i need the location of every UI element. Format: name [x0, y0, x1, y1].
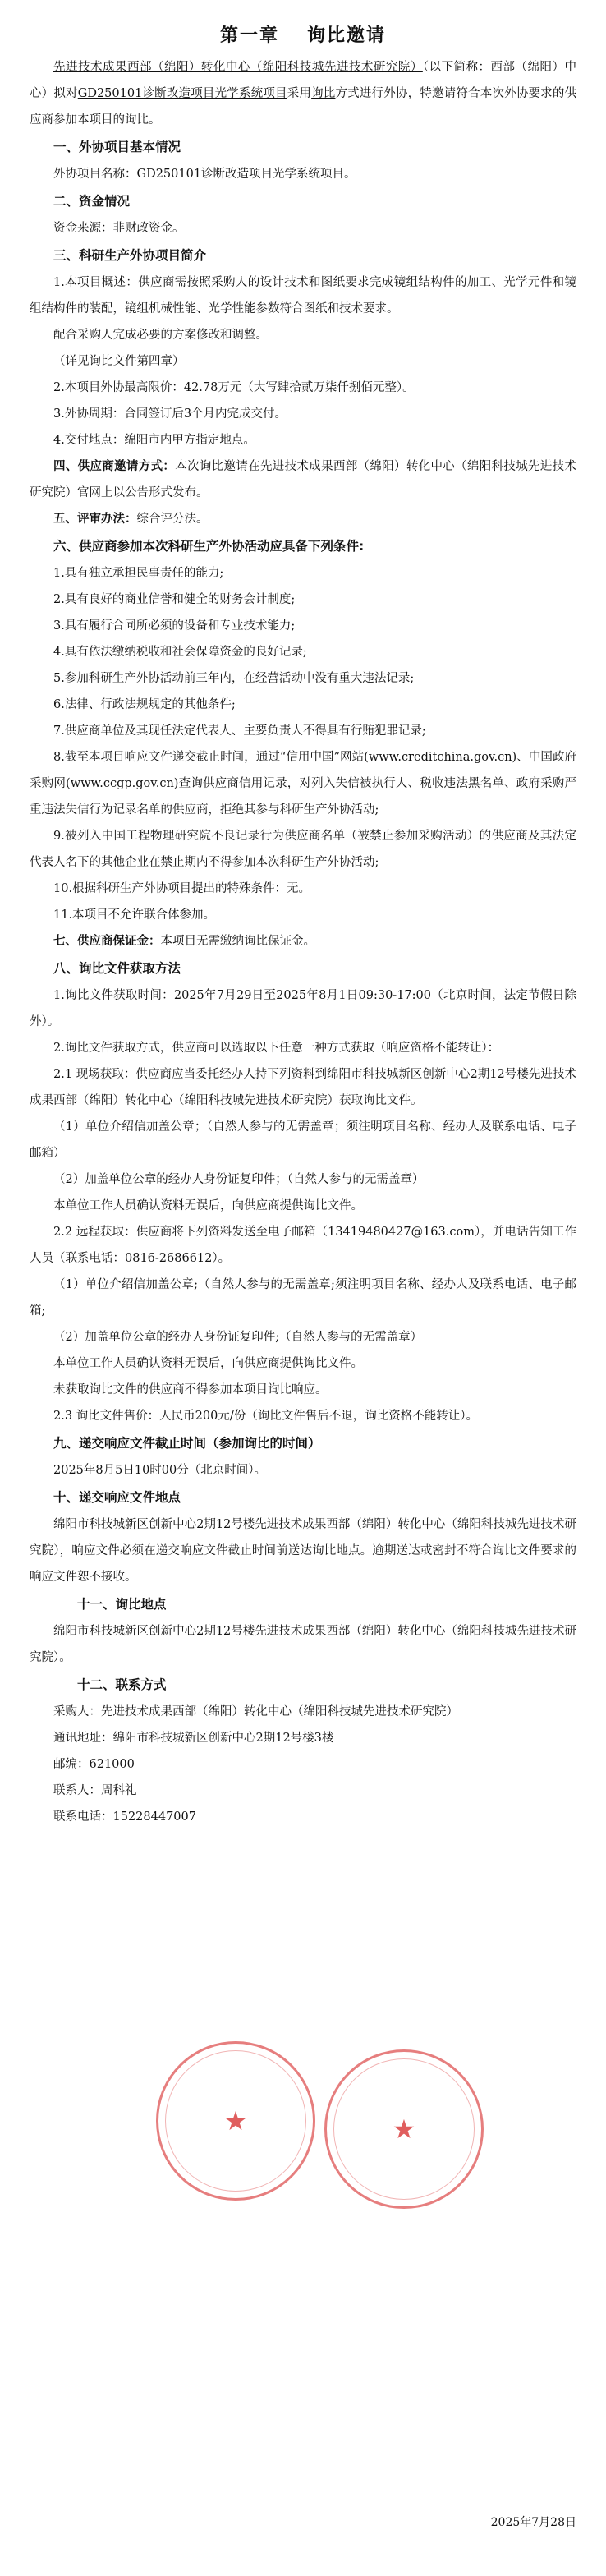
condition-item: 5.参加科研生产外协活动前三年内，在经营活动中没有重大违法记录;: [53, 672, 415, 685]
chapter-number: 第一章: [219, 25, 279, 46]
condition-item: 1.具有独立承担民事责任的能力;: [53, 567, 224, 580]
seal-stamp-left: [156, 2041, 315, 2201]
condition-item: 7.供应商单位及其现任法定代表人、主要负责人不得具有行贿犯罪记录;: [53, 724, 426, 738]
star-icon: ★: [392, 2114, 416, 2145]
condition-item: 10.根据科研生产外协项目提出的特殊条件：无。: [53, 882, 311, 895]
condition-item: 3.具有履行合同所必须的设备和专业技术能力;: [53, 619, 296, 632]
section-9-heading: 九、递交响应文件截止时间（参加询比的时间）: [53, 1436, 321, 1451]
delivery-period: 3.外协周期：合同签订后3个月内完成交付。: [53, 407, 287, 421]
condition-item: 11.本项目不允许联合体参加。: [53, 908, 216, 922]
remote-material-1: （1）单位介绍信加盖公章;（自然人参与的无需盖章;须注明项目名称、经办人及联系电话、电子邮箱;: [30, 1278, 576, 1318]
section-8-heading: 八、询比文件获取方法: [53, 961, 181, 976]
section-5: 五、评审办法：综合评分法。: [53, 513, 209, 526]
condition-item: 9.被列入中国工程物理研究院不良记录行为供应商名单（被禁止参加采购活动）的供应商及其法定代表人名下的其他企业在禁止期内不得参加本次科研生产外协活动;: [30, 830, 576, 869]
inquiry-location: 绵阳市科技城新区创新中心2期12号楼先进技术成果西部（绵阳）转化中心（绵阳科技城先进技术研究院）。: [30, 1625, 576, 1664]
contact-person: 联系人：周科礼: [53, 1784, 137, 1797]
star-icon: ★: [223, 2105, 248, 2137]
remote-acquire: 2.2 远程获取：供应商将下列资料发送至电子邮箱（13419480427@163.com），并电话告知工作人员（联系电话：0816-2686612）。: [30, 1226, 576, 1265]
project-overview: 1.本项目概述：供应商需按照采购人的设计技术和图纸要求完成镜组结构件的加工、光学元件和镜组结构件的装配，镜组机械性能、光学性能参数符合图纸和技术要求。: [30, 276, 576, 315]
section-1-heading: 一、外协项目基本情况: [53, 140, 181, 154]
chapter-title: [30, 0, 576, 54]
condition-item: 6.法律、行政法规规定的其他条件;: [53, 698, 236, 711]
remote-confirm: 本单位工作人员确认资料无误后，向供应商提供询比文件。: [53, 1357, 363, 1370]
condition-item: 2.具有良好的商业信誉和健全的财务会计制度;: [53, 593, 296, 606]
section-10-heading: 十、递交响应文件地点: [53, 1490, 181, 1505]
remote-material-2: （2）加盖单位公章的经办人身份证复印件;（自然人参与的无需盖章）: [53, 1331, 423, 1344]
section-3-heading: 三、科研生产外协项目简介: [53, 248, 207, 263]
section-7: 七、供应商保证金：本项目无需缴纳询比保证金。: [53, 935, 315, 948]
document-date: 2025年7月28日: [490, 2516, 576, 2529]
section-12-heading: 十二、联系方式: [77, 1677, 167, 1692]
section-6-heading: 六、供应商参加本次科研生产外协活动应具备下列条件:: [53, 539, 365, 554]
chapter-heading: 询比邀请: [307, 25, 387, 46]
address: 通讯地址：绵阳市科技城新区创新中心2期12号楼3楼: [53, 1732, 334, 1745]
submit-location: 绵阳市科技城新区创新中心2期12号楼先进技术成果西部（绵阳）转化中心（绵阳科技城先进技术研究院），响应文件必须在递交响应文件截止时间前送达询比地点。逾期送达或密封不符合询比文件要求的响应文件恕不接收。: [30, 1518, 576, 1584]
onsite-material-2: （2）加盖单位公章的经办人身份证复印件；（自然人参与的无需盖章）: [53, 1173, 425, 1186]
buyer: 采购人：先进技术成果西部（绵阳）转化中心（绵阳科技城先进技术研究院）: [53, 1705, 458, 1718]
postcode: 邮编：621000: [53, 1758, 135, 1771]
onsite-confirm: 本单位工作人员确认资料无误后，向供应商提供询比文件。: [53, 1199, 363, 1212]
condition-item: 4.具有依法缴纳税收和社会保障资金的良好记录;: [53, 646, 307, 659]
cooperation-note: 配合采购人完成必要的方案修改和调整。: [53, 329, 268, 342]
no-file-note: 未获取询比文件的供应商不得参加本项目询比响应。: [53, 1383, 328, 1396]
section-4: 四、供应商邀请方式：本次询比邀请在先进技术成果西部（绵阳）转化中心（绵阳科技城先进技术研究院）官网上以公告形式发布。: [30, 460, 577, 499]
acquire-time: 1.询比文件获取时间：2025年7月29日至2025年8月1日09:30-17:00（北京时间，法定节假日除外）。: [30, 989, 576, 1028]
seal-stamp-right: [324, 2049, 484, 2209]
onsite-acquire: 2.1 现场获取：供应商应当委托经办人持下列资料到绵阳市科技城新区创新中心2期12号楼先进技术成果西部（绵阳）转化中心（绵阳科技城先进技术研究院）获取询比文件。: [30, 1068, 576, 1107]
contact-phone: 联系电话：15228447007: [53, 1810, 196, 1824]
file-price: 2.3 询比文件售价：人民币200元/份（询比文件售后不退，询比资格不能转让）。: [53, 1410, 478, 1423]
onsite-material-1: （1）单位介绍信加盖公章；（自然人参与的无需盖章；须注明项目名称、经办人及联系电话、电子邮箱）: [30, 1120, 576, 1160]
max-price: 2.本项目外协最高限价：42.78万元（大写肆拾贰万柒仟捌佰元整）。: [53, 381, 415, 394]
section-2-heading: 二、资金情况: [53, 194, 131, 209]
section-11-heading: 十一、询比地点: [77, 1597, 167, 1612]
acquire-method: 2.询比文件获取方式，供应商可以选取以下任意一种方式获取（响应资格不能转让）：: [53, 1042, 500, 1055]
condition-item: 8.截至本项目响应文件递交截止时间，通过“信用中国”网站(www.creditchina.gov.cn)、中国政府采购网(www.ccgp.gov.cn)查询供应商信用记录，对列入失信被执行人、税收违法黑名单、政府采购严重违法失信行为记录名单的供应商，拒绝其参与科研生产外协活动;: [30, 751, 576, 816]
deadline: 2025年8月5日10时00分（北京时间）。: [53, 1464, 267, 1477]
intro-paragraph: 先进技术成果西部（绵阳）转化中心（绵阳科技城先进技术研究院）（以下简称：西部（绵阳）中心）拟对GD250101诊断改造项目光学系统项目采用询比方式进行外协，特邀请符合本次外协要求的供应商参加本项目的询比。: [30, 61, 577, 126]
delivery-location: 4.交付地点：绵阳市内甲方指定地点。: [53, 434, 255, 447]
project-name: 外协项目名称：GD250101诊断改造项目光学系统项目。: [53, 168, 356, 181]
see-chapter-note: （详见询比文件第四章）: [53, 355, 185, 368]
fund-source: 资金来源：非财政资金。: [53, 222, 185, 235]
